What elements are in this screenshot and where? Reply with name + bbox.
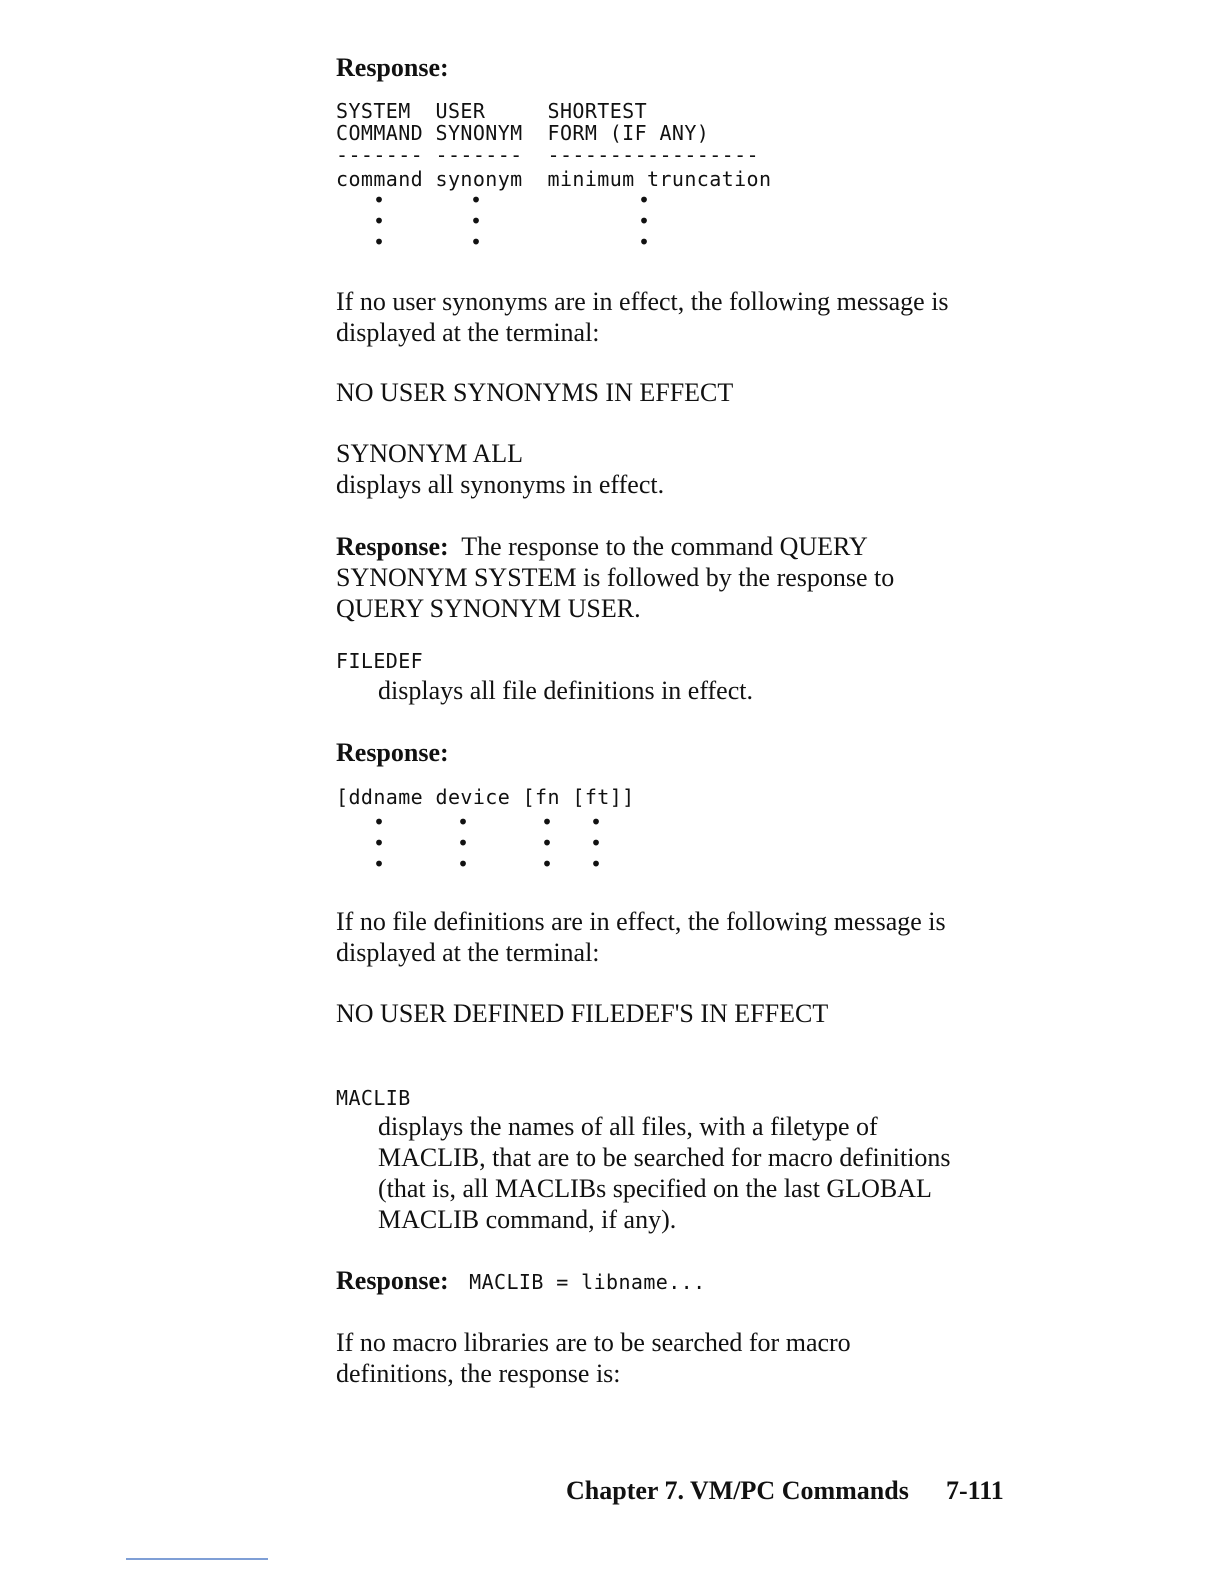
ellipsis-dots: • • • (457, 810, 470, 876)
response-maclib (336, 1265, 706, 1296)
description-line: MACLIB command, if any). (378, 1205, 677, 1234)
ellipsis-dots: • • • (373, 810, 386, 876)
response-text: The response to the command QUERY (461, 532, 868, 561)
ellipsis-dots: • • • (373, 188, 386, 254)
ellipsis-dots: • • • (638, 188, 651, 254)
synonym-table-header-1: SYSTEM USER SHORTEST (336, 99, 648, 123)
maclib-response-value: MACLIB = libname... (469, 1270, 706, 1294)
paragraph-no-maclibs (336, 1327, 851, 1389)
bottom-rule (126, 1558, 268, 1560)
term-filedef: FILEDEF (336, 649, 424, 673)
synonym-table-header-2: COMMAND SYNONYM FORM (IF ANY) (336, 121, 710, 145)
paragraph-line: If no file definitions are in effect, the following message is (336, 907, 946, 936)
synonym-table (336, 100, 771, 190)
description-line: MACLIB, that are to be searched for macro definitions (378, 1143, 951, 1172)
message-no-user-synonyms: NO USER SYNONYMS IN EFFECT (336, 378, 734, 407)
response-text: QUERY SYNONYM USER. (336, 594, 641, 623)
message-no-filedefs: NO USER DEFINED FILEDEF'S IN EFFECT (336, 999, 829, 1028)
filedef-description: displays all file definitions in effect. (378, 676, 753, 705)
ellipsis-dots: • • • (541, 810, 554, 876)
paragraph-no-filedefs (336, 906, 946, 968)
paragraph-line: If no macro libraries are to be searched for macro (336, 1328, 851, 1357)
term-maclib: MACLIB (336, 1086, 411, 1110)
maclib-description (378, 1111, 951, 1235)
response-synonym-all (336, 531, 894, 624)
term-synonym-all (336, 438, 664, 500)
term-description: displays all synonyms in effect. (336, 470, 665, 499)
paragraph-line: definitions, the response is: (336, 1359, 621, 1388)
paragraph-line: displayed at the terminal: (336, 938, 600, 967)
ellipsis-dots: • • • (470, 188, 483, 254)
filedef-response-format: [ddname device [fn [ft]] (336, 785, 635, 809)
synonym-table-divider: ------- ------- ----------------- (336, 143, 759, 167)
footer-page-number: 7-111 (946, 1476, 1004, 1505)
response-heading-filedef: Response: (336, 738, 449, 767)
paragraph-line: displayed at the terminal: (336, 318, 600, 347)
paragraph-line: If no user synonyms are in effect, the following message is (336, 287, 949, 316)
paragraph-no-user-synonyms (336, 286, 949, 348)
response-heading-1: Response: (336, 53, 449, 82)
description-line: displays the names of all files, with a filetype of (378, 1112, 878, 1141)
footer-chapter-title: Chapter 7. VM/PC Commands (566, 1476, 909, 1505)
synonym-table-row: command synonym minimum truncation (336, 167, 772, 191)
term-label: SYNONYM ALL (336, 439, 524, 468)
response-label: Response: (336, 532, 449, 561)
ellipsis-dots: • • • (590, 810, 603, 876)
description-line: (that is, all MACLIBs specified on the last GLOBAL (378, 1174, 932, 1203)
response-text: SYNONYM SYSTEM is followed by the response to (336, 563, 895, 592)
response-label: Response: (336, 1266, 449, 1295)
